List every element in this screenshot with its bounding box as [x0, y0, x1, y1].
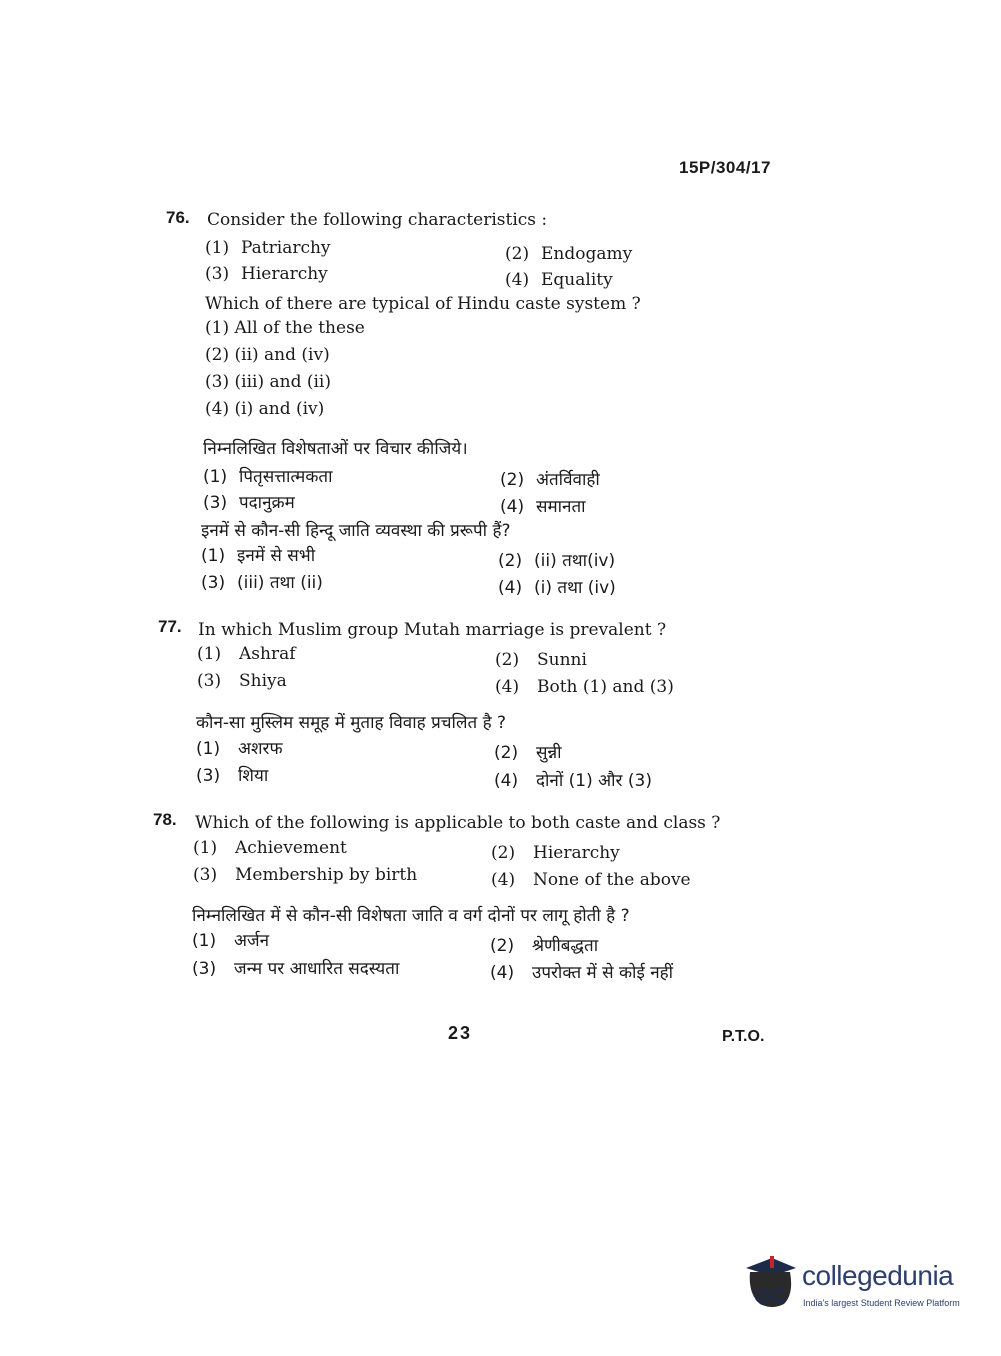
option-item: (3) Membership by birth	[193, 865, 418, 885]
mascot-icon	[742, 1254, 798, 1314]
option-item: (3) Hierarchy	[205, 264, 328, 284]
option-item: (3) Shiya	[197, 671, 287, 691]
question-text-hi: निम्नलिखित विशेषताओं पर विचार कीजिये।	[203, 439, 468, 459]
option-item-hi: (4) दोनों (1) और (3)	[494, 771, 652, 791]
question-subtext-en: Which of there are typical of Hindu caste system ?	[205, 294, 641, 314]
option-item-hi: (1) अशरफ	[196, 739, 283, 759]
answer-option: (4) (i) and (iv)	[205, 399, 325, 419]
answer-option: (1) All of the these	[205, 318, 365, 338]
page-number: 23	[448, 1023, 473, 1043]
answer-option-hi: (4) (i) तथा (iv)	[498, 578, 616, 598]
question-number: 77.	[158, 617, 182, 636]
option-item: (1) Patriarchy	[205, 238, 331, 258]
question-text-en: Consider the following characteristics :	[207, 210, 548, 230]
pto-label: P.T.O.	[722, 1028, 765, 1045]
option-item-hi: (2) श्रेणीबद्धता	[490, 936, 599, 956]
option-item: (4) Both (1) and (3)	[495, 677, 674, 697]
question-text-en: In which Muslim group Mutah marriage is prevalent ?	[198, 620, 667, 640]
option-item: (4) None of the above	[491, 870, 691, 890]
question-text-en: Which of the following is applicable to both caste and class ?	[195, 813, 721, 833]
paper-code: 15P/304/17	[679, 158, 771, 177]
option-item-hi: (1) अर्जन	[192, 931, 270, 951]
brand-tagline: India's largest Student Review Platform	[803, 1298, 960, 1308]
option-item-hi: (2) सुन्नी	[494, 743, 562, 763]
option-item: (1) Achievement	[193, 838, 347, 858]
option-item: (2) Sunni	[495, 650, 587, 670]
answer-option-hi: (2) (ii) तथा(iv)	[498, 551, 616, 571]
brand-name: collegedunia	[802, 1260, 954, 1291]
answer-option: (3) (iii) and (ii)	[205, 372, 331, 392]
option-item: (2) Endogamy	[505, 244, 633, 264]
question-number: 76.	[166, 208, 190, 227]
question-text-hi: कौन-सा मुस्लिम समूह में मुताह विवाह प्रचलित है ?	[196, 713, 507, 733]
option-item-hi: (4) समानता	[500, 497, 586, 517]
option-item: (2) Hierarchy	[491, 843, 620, 863]
answer-option: (2) (ii) and (iv)	[205, 345, 330, 365]
collegedunia-watermark	[742, 1250, 972, 1320]
option-item-hi: (2) अंतर्विवाही	[500, 470, 600, 490]
option-item: (1) Ashraf	[197, 644, 296, 664]
answer-option-hi: (1) इनमें से सभी	[201, 546, 316, 566]
question-subtext-hi: इनमें से कौन-सी हिन्दू जाति व्यवस्था की प्ररूपी हैं?	[201, 521, 511, 541]
option-item-hi: (1) पितृसत्तात्मकता	[203, 467, 333, 487]
option-item: (4) Equality	[505, 270, 613, 290]
option-item-hi: (3) पदानुक्रम	[203, 493, 295, 513]
question-text-hi: निम्नलिखित में से कौन-सी विशेषता जाति व वर्ग दोनों पर लागू होती है ?	[192, 906, 630, 926]
option-item-hi: (4) उपरोक्त में से कोई नहीं	[490, 963, 674, 983]
option-item-hi: (3) जन्म पर आधारित सदस्यता	[192, 959, 400, 979]
answer-option-hi: (3) (iii) तथा (ii)	[201, 573, 323, 593]
question-number: 78.	[153, 810, 177, 829]
option-item-hi: (3) शिया	[196, 766, 269, 786]
